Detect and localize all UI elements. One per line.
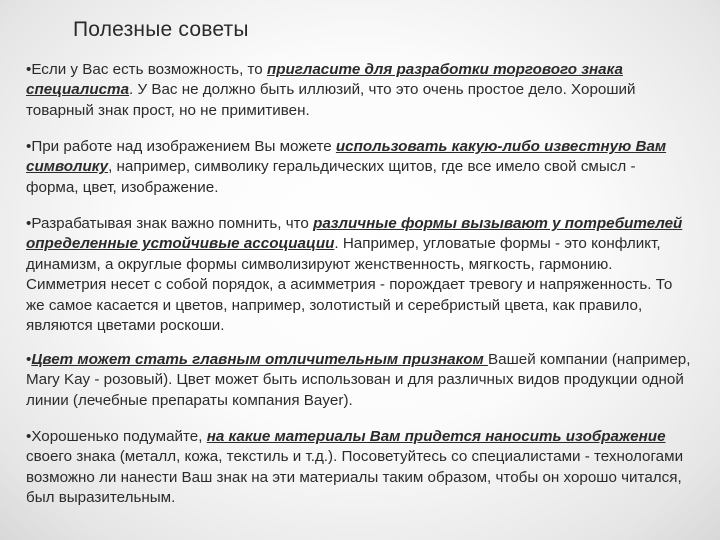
tip-text: , например, символику геральдических щитов, где все имело свой смысл - форма, цвет, изображение. [26,158,636,196]
tip-text: . Например, угловатые формы - это конфликт, динамизм, а округлые формы символизируют женственность, мягкость, гармонию. Симметрия несет с собой порядок, а асимметрия - порождает тревогу и напряженность. То же самое касается и цветов, например, золотистый и серебристый цвета, как правило, являются цветами роскоши. [26,235,673,335]
tip-text: •Разрабатывая знак важно помнить, что [26,215,314,232]
tip-emphasis: пригласите для разработки торгового знака специалиста [26,61,623,99]
tip-text: . У Вас не должно быть иллюзий, что это очень простое дело. Хороший товарный знак прост, но не примитивен. [26,81,636,119]
tip-text: •При работе над изображением Вы можете [26,138,336,155]
tip-text: •Если у Вас есть возможность, то [26,61,267,78]
tip-paragraph [26,60,692,121]
tip-text: Вашей компании (например, Mary Kay - розовый). Цвет может быть использован и для различных видов продукции одной линии (лечебные препараты компания Bayer). [26,351,691,409]
tip-text: • [26,351,32,368]
tip-paragraph [26,350,692,411]
tip-paragraph [26,214,692,336]
tip-text: •Хорошенько подумайте, [26,428,207,445]
tip-emphasis: Цвет может стать главным отличительным признаком [31,351,489,368]
slide-title: Полезные советы [73,18,249,41]
tip-emphasis: различные формы вызывают у потребителей определенные устойчивые ассоциации [26,215,683,253]
tip-emphasis: на какие материалы Вам придется наносить изображение [206,428,666,445]
tip-emphasis: использовать какую-либо известную Вам символику [26,138,667,176]
tip-paragraph [26,427,692,509]
tip-paragraph [26,137,692,198]
tip-text: своего знака (металл, кожа, текстиль и т.д.). Посоветуйтесь со специалистами - технологами возможно ли нанести Ваш знак на эти материалы таким образом, чтобы он хорошо читался, был выразительным. [26,448,684,507]
